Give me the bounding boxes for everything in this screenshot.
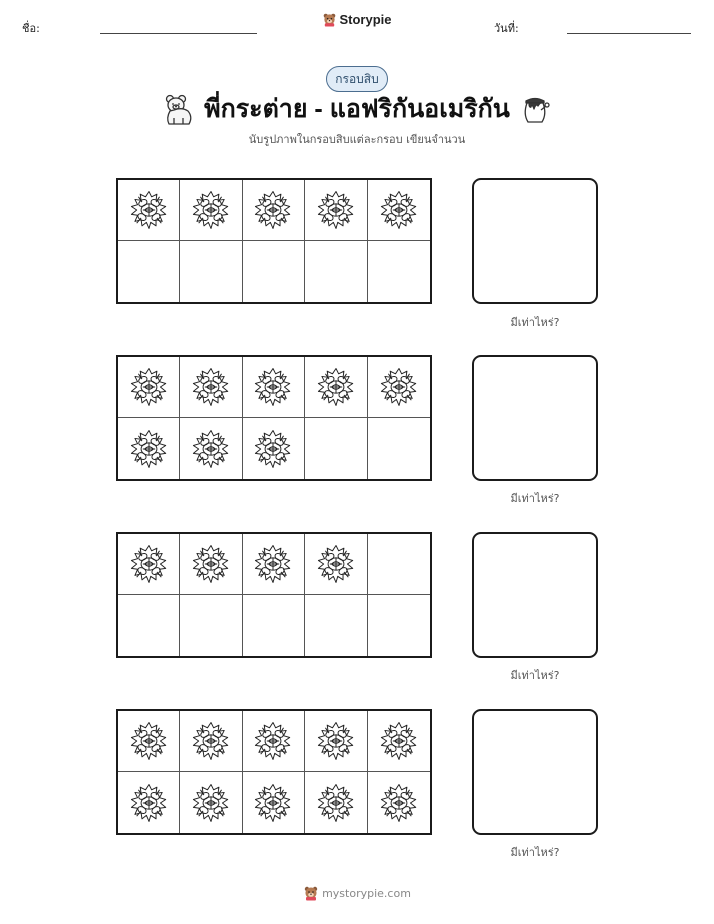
bush-icon	[127, 188, 171, 232]
ten-frame-1	[116, 178, 432, 304]
bush-icon	[127, 781, 171, 825]
frame-cell	[368, 711, 430, 772]
frame-cell	[305, 241, 367, 302]
bush-icon	[314, 781, 358, 825]
bush-icon	[127, 365, 171, 409]
answer-box-2[interactable]	[472, 355, 598, 481]
bush-icon	[189, 427, 233, 471]
frame-cell	[118, 180, 180, 241]
frame-cell	[243, 595, 305, 656]
name-line[interactable]	[100, 33, 257, 34]
frame-cell	[368, 595, 430, 656]
frame-cell	[368, 534, 430, 595]
footer-url: mystorypie.com	[322, 887, 411, 900]
storypie-bear-icon	[303, 885, 319, 901]
frame-cell	[180, 418, 242, 479]
bush-icon	[314, 188, 358, 232]
frame-cell	[305, 357, 367, 418]
frame-cell	[118, 241, 180, 302]
bush-icon	[314, 719, 358, 763]
frame-cell	[368, 241, 430, 302]
bush-icon	[377, 719, 421, 763]
frame-cell	[180, 772, 242, 833]
frame-cell	[180, 534, 242, 595]
bush-icon	[251, 542, 295, 586]
storypie-bear-icon	[322, 12, 337, 27]
frame-cell	[180, 711, 242, 772]
frame-cell	[305, 180, 367, 241]
bush-icon	[127, 719, 171, 763]
bush-icon	[189, 365, 233, 409]
frame-cell	[368, 180, 430, 241]
brand-name: Storypie	[339, 12, 392, 27]
bush-icon	[251, 719, 295, 763]
ten-frame-4	[116, 709, 432, 835]
frame-cell	[243, 418, 305, 479]
footer	[0, 885, 714, 901]
name-label: ชื่อ:	[22, 22, 40, 35]
frame-cell	[243, 534, 305, 595]
how-many-label-3: มีเท่าไหร่?	[510, 669, 560, 682]
frame-cell	[305, 534, 367, 595]
frame-cell	[180, 180, 242, 241]
frame-cell	[305, 772, 367, 833]
frame-cell	[243, 711, 305, 772]
frame-cell	[243, 772, 305, 833]
page-title: พี่กระต่าย - แอฟริกันอเมริกัน	[204, 95, 510, 123]
bush-icon	[251, 781, 295, 825]
bush-icon	[189, 188, 233, 232]
bush-icon	[377, 365, 421, 409]
how-many-label-2: มีเท่าไหร่?	[510, 492, 560, 505]
bush-icon	[127, 427, 171, 471]
frame-cell	[305, 418, 367, 479]
frame-cell	[118, 772, 180, 833]
date-label: วันที่:	[494, 22, 519, 35]
ten-frame-3	[116, 532, 432, 658]
bush-icon	[251, 365, 295, 409]
ten-frame-2	[116, 355, 432, 481]
frame-cell	[305, 595, 367, 656]
answer-box-1[interactable]	[472, 178, 598, 304]
frame-cell	[118, 534, 180, 595]
frame-cell	[368, 418, 430, 479]
bush-icon	[251, 188, 295, 232]
bush-icon	[377, 188, 421, 232]
bush-icon	[314, 365, 358, 409]
frame-cell	[368, 772, 430, 833]
bush-icon	[314, 542, 358, 586]
frame-cell	[243, 180, 305, 241]
bush-icon	[189, 719, 233, 763]
bush-icon	[251, 427, 295, 471]
bear-icon	[162, 92, 196, 126]
bush-icon	[377, 781, 421, 825]
brand-logo	[0, 12, 714, 27]
frame-cell	[118, 418, 180, 479]
answer-box-3[interactable]	[472, 532, 598, 658]
frame-cell	[180, 241, 242, 302]
frame-cell	[368, 357, 430, 418]
bush-icon	[189, 542, 233, 586]
frame-cell	[243, 241, 305, 302]
frame-cell	[118, 357, 180, 418]
frame-cell	[305, 711, 367, 772]
how-many-label-4: มีเท่าไหร่?	[510, 846, 560, 859]
frame-cell	[180, 595, 242, 656]
frame-cell	[118, 711, 180, 772]
instructions: นับรูปภาพในกรอบสิบแต่ละกรอบ เขียนจำนวน	[248, 133, 466, 146]
bush-icon	[127, 542, 171, 586]
frame-cell	[180, 357, 242, 418]
answer-box-4[interactable]	[472, 709, 598, 835]
title-row	[0, 92, 714, 126]
date-line[interactable]	[567, 33, 691, 34]
frame-cell	[243, 357, 305, 418]
bush-icon	[189, 781, 233, 825]
frame-cell	[118, 595, 180, 656]
honey-pot-icon	[518, 92, 552, 126]
how-many-label-1: มีเท่าไหร่?	[510, 316, 560, 329]
worksheet-type-badge: กรอบสิบ	[326, 66, 388, 92]
